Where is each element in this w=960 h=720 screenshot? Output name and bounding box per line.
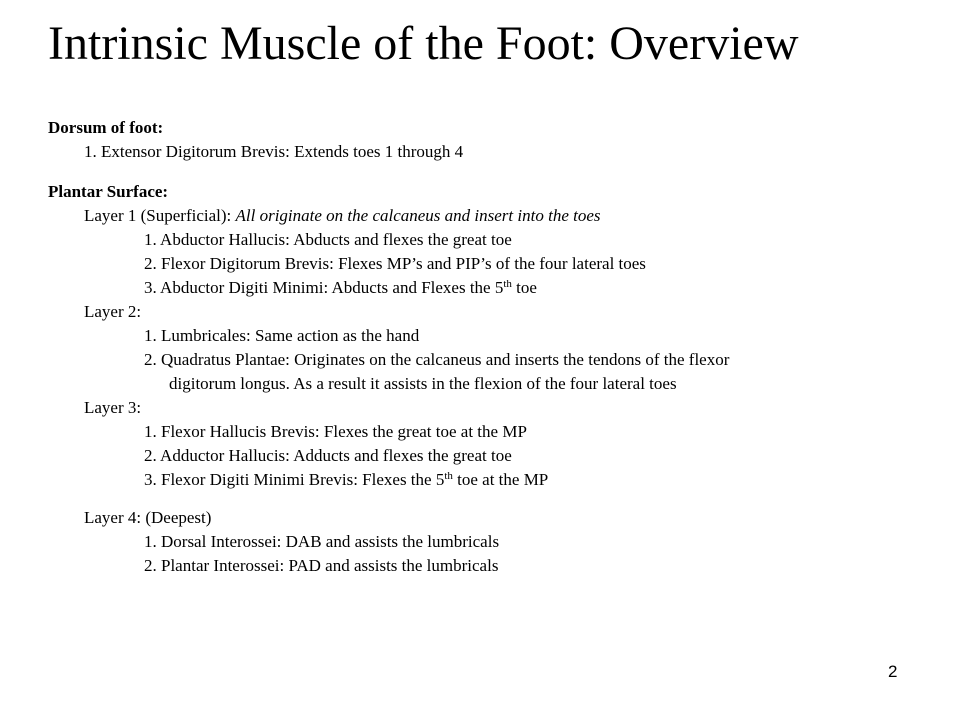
page-number: 2 — [888, 662, 898, 681]
layer-1-label: Layer 1 (Superficial): — [84, 206, 236, 225]
layer-2-item: 1. Lumbricales: Same action as the hand — [144, 326, 420, 345]
layer-4-heading: Layer 4: (Deepest) — [84, 508, 212, 527]
dorsum-heading: Dorsum of foot: — [48, 118, 164, 137]
layer-1-item-3-suffix: toe — [511, 278, 537, 297]
layer-3-item-3-suffix: toe at the MP — [452, 470, 549, 489]
layer-4-item: 2. Plantar Interossei: PAD and assists the lumbricals — [144, 556, 499, 575]
layer-2-heading: Layer 2: — [84, 302, 142, 321]
layer-2-item-continuation: digitorum longus. As a result it assists in the flexion of the four lateral toes — [169, 374, 677, 393]
layer-1-item-3-superscript: th — [503, 278, 512, 290]
layer-3-item — [48, 468, 928, 492]
layer-2-item: 2. Quadratus Plantae: Originates on the calcaneus and inserts the tendons of the flexor — [144, 350, 730, 369]
layer-3-item-3-text: 3. Flexor Digiti Minimi Brevis: Flexes the 5 — [144, 470, 445, 489]
layer-1-item-3-text: 3. Abductor Digiti Minimi: Abducts and Flexes the 5 — [144, 278, 504, 297]
layer-4-item: 1. Dorsal Interossei: DAB and assists the lumbricals — [144, 532, 500, 551]
plantar-heading: Plantar Surface: — [48, 182, 169, 201]
slide-title: Intrinsic Muscle of the Foot: Overview — [48, 17, 799, 70]
layer-1-item: 1. Abductor Hallucis: Abducts and flexes the great toe — [144, 230, 512, 249]
layer-3-item: 2. Adductor Hallucis: Adducts and flexes the great toe — [144, 446, 512, 465]
layer-1-item — [48, 276, 928, 300]
layer-3-heading: Layer 3: — [84, 398, 142, 417]
layer-1-note: All originate on the calcaneus and insert into the toes — [235, 206, 601, 225]
layer-1-heading — [48, 204, 928, 228]
layer-3-item-3-superscript: th — [444, 470, 453, 482]
dorsum-item: 1. Extensor Digitorum Brevis: Extends toes 1 through 4 — [84, 142, 464, 161]
slide-body — [48, 116, 928, 578]
layer-3-item: 1. Flexor Hallucis Brevis: Flexes the great toe at the MP — [144, 422, 527, 441]
layer-1-item: 2. Flexor Digitorum Brevis: Flexes MP’s and PIP’s of the four lateral toes — [144, 254, 646, 273]
